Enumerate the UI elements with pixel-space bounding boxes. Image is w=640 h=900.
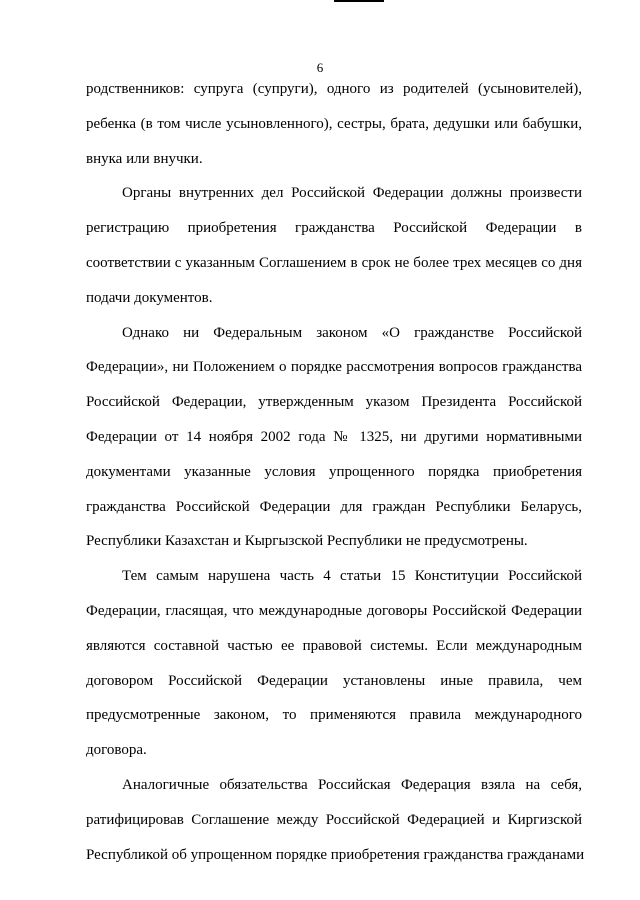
text-line: являются составной частью ее правовой системы. Если международным: [86, 637, 582, 654]
paragraph-2: [86, 176, 582, 315]
top-rule: [334, 0, 384, 2]
document-body: [86, 72, 585, 872]
text-line: Федерации, гласящая, что международные договоры Российской Федерации: [86, 602, 582, 619]
paragraph-3: [86, 316, 582, 560]
text-line: Федерации», ни Положением о порядке рассмотрения вопросов гражданства: [86, 359, 582, 376]
text-line: Органы внутренних дел Российской Федерации должны произвести: [122, 185, 582, 202]
paragraph-1: [86, 72, 582, 176]
text-line: подачи документов.: [86, 289, 213, 306]
text-line: Аналогичные обязательства Российская Федерация взяла на себя,: [122, 776, 582, 793]
text-line: Республики Казахстан и Кыргызской Республики не предусмотрены.: [86, 533, 528, 550]
text-line: договора.: [86, 742, 147, 759]
text-line: родственников: супруга (супруги), одного из родителей (усыновителей),: [86, 81, 582, 97]
text-line: внука или внучки.: [86, 150, 203, 167]
text-line: ребенка (в том числе усыновленного), сестры, брата, дедушки или бабушки,: [86, 115, 582, 132]
paragraph-5: [86, 768, 585, 872]
text-line: Однако ни Федеральным законом «О гражданстве Российской: [122, 324, 582, 341]
page-number: 6: [316, 60, 324, 75]
text-line: Тем самым нарушена часть 4 статьи 15 Конституции Российской: [122, 568, 582, 585]
text-line: регистрацию приобретения гражданства Российской Федерации в: [86, 220, 582, 237]
text-line: ратифицировав Соглашение между Российской Федерацией и Киргизской: [86, 811, 582, 828]
text-line: Федерации от 14 ноября 2002 года № 1325, ни другими нормативными: [86, 428, 582, 445]
text-line: документами указанные условия упрощенного порядка приобретения: [86, 463, 582, 480]
text-line: предусмотренные законом, то применяются правила международного: [86, 707, 582, 724]
text-line: договором Российской Федерации установлены иные правила, чем: [86, 672, 582, 689]
text-line: гражданства Российской Федерации для граждан Республики Беларусь,: [86, 498, 582, 515]
text-line: соответствии с указанным Соглашением в срок не более трех месяцев со дня: [86, 254, 582, 271]
paragraph-4: [86, 559, 582, 768]
text-line: Республикой об упрощенном порядке приобретения гражданства гражданами: [86, 846, 585, 863]
text-line: Российской Федерации, утвержденным указом Президента Российской: [86, 394, 582, 411]
